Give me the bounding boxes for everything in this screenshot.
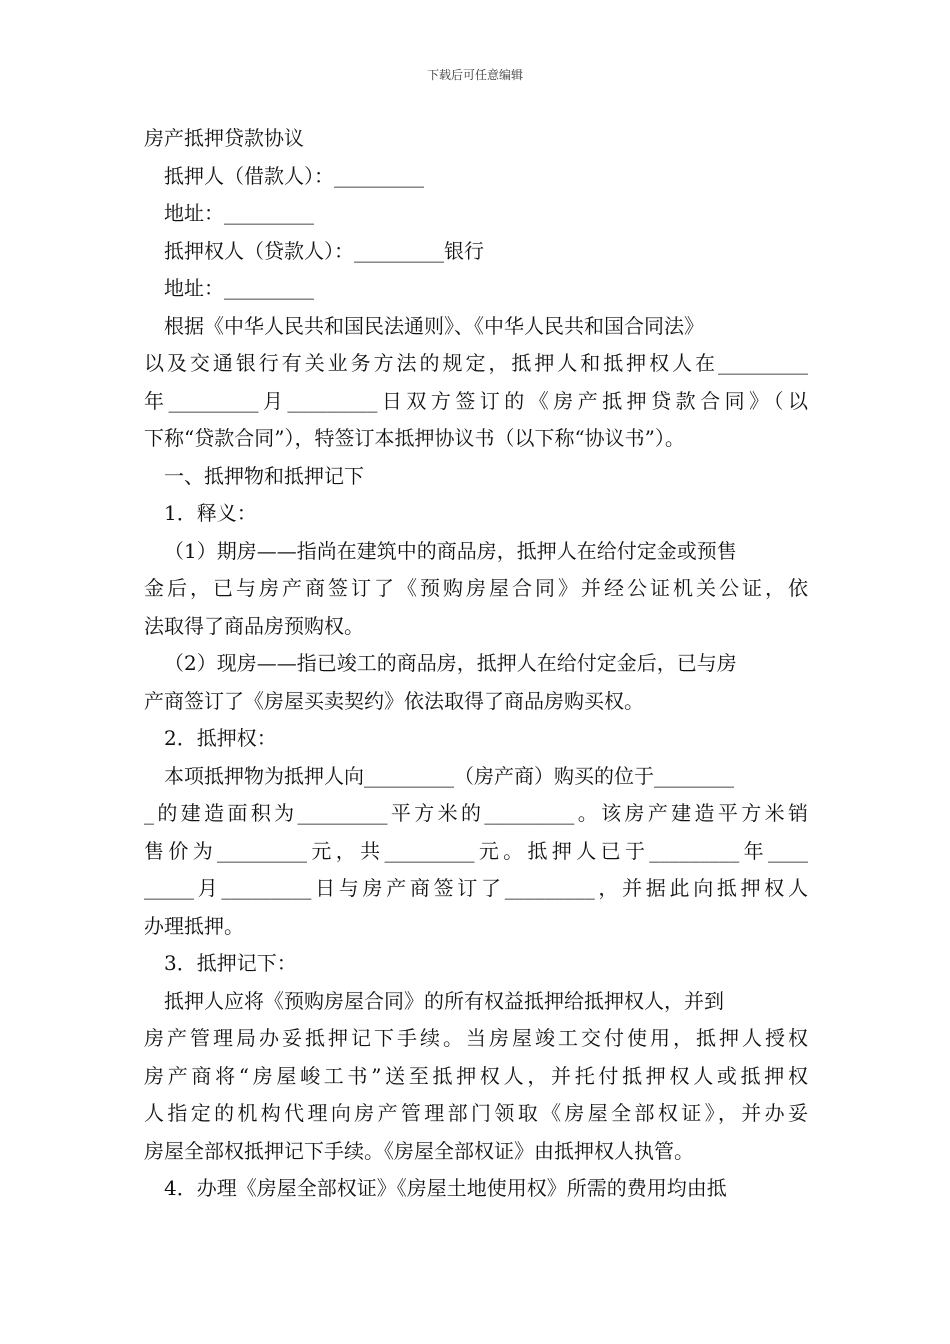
paragraph-line: _____月_________日与房产商签订了_________，并据此向抵押权人 (144, 876, 808, 900)
paragraph-line: 售价为_________元，共_________元。抵押人已于_________年____ (144, 838, 808, 863)
page-header-note: 下载后可任意编辑 (426, 68, 523, 82)
paragraph-line: 以及交通银行有关业务方法的规定，抵押人和抵押权人在_________ (144, 351, 808, 375)
paragraph-line: 4．办理《房屋全部权证》《房屋土地使用权》所需的费用均由抵 (164, 1176, 727, 1200)
paragraph-line: 房产管理局办妥抵押记下手续。当房屋竣工交付使用，抵押人授权 (144, 1026, 808, 1050)
paragraph-line: 产商签订了《房屋买卖契约》依法取得了商品房购买权。 (144, 688, 644, 713)
paragraph-line: 人指定的机构代理向房产管理部门领取《房屋全部权证》，并办妥 (144, 1101, 808, 1125)
document-body (144, 120, 808, 1208)
paragraph-line: （1）期房——指尚在建筑中的商品房，抵押人在给付定金或预售 (164, 538, 737, 563)
paragraph-line: 法取得了商品房预购权。 (144, 613, 364, 638)
subsection-heading: 3．抵押记下： (164, 951, 297, 975)
paragraph-line: 根据《中华人民共和国民法通则》、《中华人民共和国合同法》 (164, 313, 704, 338)
paragraph-line: 金后，已与房产商签订了《预购房屋合同》并经公证机关公证，依 (144, 576, 808, 600)
paragraph-line: （2）现房——指已竣工的商品房，抵押人在给付定金后，已与房 (164, 651, 737, 675)
subsection-heading: 1．释义： (164, 501, 257, 525)
mortgagor-line: 抵押人（借款人）：_________ (164, 163, 424, 188)
mortgagor-address-line: 地址：_________ (164, 201, 314, 225)
subsection-heading: 2．抵押权： (164, 726, 277, 750)
paragraph-line: 房屋全部权抵押记下手续。《房屋全部权证》由抵押权人执管。 (144, 1138, 694, 1163)
paragraph-line: 抵押人应将《预购房屋合同》的所有权益抵押给抵押权人，并到 (164, 988, 724, 1013)
document-title: 房产抵押贷款协议 (144, 126, 304, 150)
mortgagee-address-line: 地址：_________ (164, 276, 314, 300)
paragraph-line: _的建造面积为_________平方米的_________。该房产建造平方米销 (144, 801, 808, 825)
paragraph-line: 办理抵押。 (144, 913, 244, 938)
paragraph-line: 本项抵押物为抵押人向_________（房产商）购买的位于________ (164, 763, 734, 788)
paragraph-line: 下称“贷款合同”），特签订本抵押协议书（以下称“协议书”）。 (144, 426, 685, 450)
paragraph-line: 年_________月_________日双方签订的《房产抵押贷款合同》（以 (144, 388, 808, 413)
section-heading: 一、抵押物和抵押记下 (164, 463, 364, 488)
paragraph-line: 房产商将“房屋峻工书”送至抵押权人，并托付抵押权人或抵押权 (144, 1063, 808, 1088)
mortgagee-line: 抵押权人（贷款人）：_________银行 (164, 238, 484, 263)
